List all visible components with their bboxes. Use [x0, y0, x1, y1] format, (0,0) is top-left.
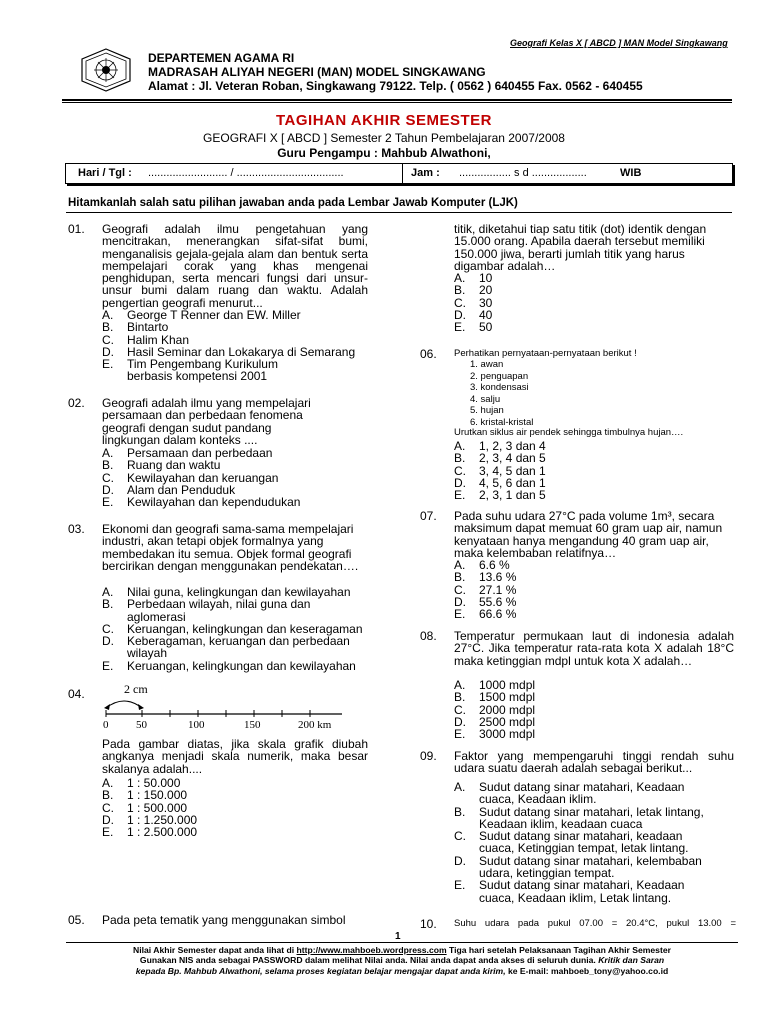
option-d[interactable]: D. 1 : 1.250.000: [102, 812, 198, 827]
option-a[interactable]: A. 1, 2, 3 dan 4: [454, 439, 546, 453]
ministry-emblem-icon: [80, 48, 132, 92]
question-number: 04.: [68, 687, 85, 701]
instruction: Hitamkanlah salah satu pilihan jawaban anda pada Lembar Jawab Komputer (LJK): [68, 197, 518, 209]
header-school: MADRASAH ALIYAH NEGERI (MAN) MODEL SINGKAWANG: [148, 65, 486, 79]
time-field[interactable]: ................. s d ..................: [459, 167, 587, 179]
question-text: Suhu udara pada pukul 07.00 = 20.4°C, pukul 13.00 =: [454, 918, 736, 929]
option-a[interactable]: A. 1000 mdpl: [454, 678, 536, 692]
option-b[interactable]: B. 1500 mdpl: [454, 690, 536, 705]
list-item: 2. penguapan: [470, 370, 529, 382]
option-c[interactable]: C. 2000 mdpl: [454, 702, 536, 717]
option-c[interactable]: C. 27.1 %: [454, 582, 517, 597]
question-text: Pada gambar diatas, jika skala grafik diubah angkanya menjadi skala numerik, maka besar skalanya adalah....: [102, 737, 368, 776]
option-a[interactable]: A. 6.6 %: [454, 558, 510, 572]
option-d[interactable]: D. 40: [454, 307, 493, 322]
option-c[interactable]: C. 1 : 500.000: [102, 800, 188, 815]
teacher-name: Guru Pengampu : Mahbub Alwathoni,: [277, 146, 491, 160]
time-zone: WIB: [620, 167, 642, 179]
option-a[interactable]: A. Persamaan dan perbedaan: [102, 446, 273, 460]
option-e[interactable]: E. 50: [454, 320, 493, 335]
option-a[interactable]: A. Nilai guna, kelingkungan dan kewilayahan: [102, 585, 351, 599]
header-divider: [62, 99, 732, 101]
option-d[interactable]: D. Alam dan Penduduk: [102, 482, 236, 497]
option-b[interactable]: B. 20: [454, 283, 493, 298]
scale-tick-100: 100: [188, 719, 205, 731]
option-c[interactable]: C. Keruangan, kelingkungan dan keseragaman: [102, 621, 363, 636]
water-cycle-list: [470, 359, 533, 428]
option-e[interactable]: E. Tim Pengembang Kurikulum berbasis kompetensi 2001: [102, 357, 278, 384]
option-a[interactable]: A. 1 : 50.000: [102, 776, 181, 790]
question-prompt: Urutkan siklus air pendek sehingga timbulnya hujan….: [454, 427, 684, 438]
header-divider-thin: [62, 102, 732, 103]
option-e[interactable]: E. 2, 3, 1 dan 5: [454, 488, 546, 503]
scale-tick-150: 150: [244, 719, 261, 731]
option-b[interactable]: B. 1 : 150.000: [102, 788, 188, 803]
time-label: Jam :: [411, 167, 440, 179]
list-item: 6. kristal-kristal: [470, 416, 534, 428]
option-d[interactable]: D. 55.6 %: [454, 594, 517, 609]
option-e[interactable]: E. Keruangan, kelingkungan dan kewilayahan: [102, 658, 356, 673]
question-text: Geografi adalah ilmu yang mempelajari persamaan dan perbedaan fenomena geografi dengan sudut pandang lingkungan dalam konteks ....: [102, 396, 311, 447]
option-d[interactable]: D. Hasil Seminar dan Lokakarya di Semarang: [102, 344, 356, 359]
list-item: 4. salju: [470, 393, 501, 405]
footer-divider: [66, 942, 738, 943]
scale-tick-200: 200 km: [298, 719, 332, 731]
question-text: titik, diketahui tiap satu titik (dot) identik dengan 15.000 orang. Apabila daerah tersebut memiliki 150.000 jiwa, berarti jumlah titik yang harus digambar adalah…: [454, 222, 707, 273]
scale-tick-0: 0: [103, 719, 109, 731]
option-c[interactable]: C. 30: [454, 295, 493, 310]
header-department: DEPARTEMEN AGAMA RI: [148, 51, 295, 65]
list-item: 1. awan: [470, 359, 504, 370]
email-contact[interactable]: ke E-mail: mahboeb_tony@yahoo.co.id: [505, 965, 669, 976]
footer-note: Nilai Akhir Semester dapat anda lihat di http://www.mahboeb.wordpress.com Tiga hari setelah Pelaksanaan Tagihan Akhir Semester Gunakan NIS anda sebagai PASSWORD dalam melihat Nilai anda. Nilai anda dapat anda akses di seluruh dunia. Kritik dan Saran kepada Bp. Mahbub Alwathoni, selama proses kegiatan belajar mengajar dapat anda kirim, ke E-mail: mahboeb_tony@yahoo.co.id: [133, 945, 671, 976]
page-number: 1: [395, 931, 401, 942]
option-b[interactable]: B. Bintarto: [102, 320, 169, 335]
question-number: 01.: [68, 222, 85, 236]
header-address: Alamat : Jl. Veteran Roban, Singkawang 79122. Telp. ( 0562 ) 640455 Fax. 0562 - 640455: [148, 79, 643, 93]
option-c[interactable]: C. Sudut datang sinar matahari, keadaan cuaca, Ketinggian tempat, letak lintang.: [454, 829, 689, 856]
question-text: Ekonomi dan geografi sama-sama mempelajari industri, akan tetapi objek formalnya yang membedakan itu semua. Objek formal geografi bercirikan dengan menggunakan pendekatan….: [102, 522, 359, 573]
graphic-scale-figure: [102, 684, 372, 734]
option-e[interactable]: E. 1 : 2.500.000: [102, 825, 198, 840]
option-d[interactable]: D. 4, 5, 6 dan 1: [454, 475, 546, 490]
question-number: 07.: [420, 509, 437, 523]
question-number: 08.: [420, 629, 437, 643]
option-b[interactable]: B. Perbedaan wilayah, nilai guna dan aglomerasi: [102, 597, 311, 624]
option-e[interactable]: E. Sudut datang sinar matahari, Keadaan cuaca, Keadaan iklim, Letak lintang.: [454, 878, 685, 905]
date-time-box: [65, 163, 733, 184]
website-link[interactable]: http://www.mahboeb.wordpress.com: [296, 945, 447, 955]
question-text: Faktor yang mempengaruhi tinggi rendah suhu udara suatu daerah adalah sebagai berikut...: [454, 749, 734, 776]
document-reference: Geografi Kelas X [ ABCD ] MAN Model Singkawang: [510, 38, 728, 48]
option-e[interactable]: E. Kewilayahan dan kependudukan: [102, 495, 301, 510]
option-d[interactable]: D. Keberagaman, keruangan dan perbedaan wilayah: [102, 634, 350, 661]
exam-subtitle: GEOGRAFI X [ ABCD ] Semester 2 Tahun Pembelajaran 2007/2008: [203, 131, 565, 145]
option-a[interactable]: A. Sudut datang sinar matahari, Keadaan cuaca, Keadaan iklim.: [454, 780, 685, 807]
option-e[interactable]: E. 66.6 %: [454, 607, 517, 622]
question-text: Pada peta tematik yang menggunakan simbol: [102, 913, 346, 927]
option-b[interactable]: B. Sudut datang sinar matahari, letak lintang, Keadaan iklim, keadaan cuaca: [454, 804, 704, 831]
option-b[interactable]: B. Ruang dan waktu: [102, 458, 221, 473]
list-item: 5. hujan: [470, 405, 504, 416]
scale-2cm-label: 2 cm: [124, 684, 148, 696]
question-number: 06.: [420, 347, 437, 361]
scale-tick-50: 50: [136, 719, 147, 731]
option-a[interactable]: A. 10: [454, 271, 493, 285]
question-number: 10.: [420, 917, 437, 931]
option-c[interactable]: C. 3, 4, 5 dan 1: [454, 463, 546, 478]
question-text: Geografi adalah ilmu pengetahuan yang mencitrakan, menerangkan sifat-sifat bumi, menganalisis gejala-gejala alam dan bentuk serta mempelajari corak yang khas mengenai penghidupan, serta mencari fungsi dari unsur-unsur bumi dalam ruang dan waktu. Adalah pengertian geografi menurut...: [102, 222, 368, 310]
exam-title: TAGIHAN AKHIR SEMESTER: [275, 112, 492, 129]
question-text: Pada suhu udara 27°C pada volume 1m³, secara maksimum dapat memuat 60 gram uap air, namun kenyataan hanya mengandung 40 gram uap air, maka kelembaban relatifnya…: [454, 509, 723, 560]
question-text: Perhatikan pernyataan-pernyataan berikut !: [454, 348, 637, 359]
instruction-divider: [66, 212, 732, 213]
option-e[interactable]: E. 3000 mdpl: [454, 727, 536, 742]
option-b[interactable]: B. 2, 3, 4 dan 5: [454, 451, 546, 466]
date-field[interactable]: .......................... / ...................................: [148, 167, 344, 179]
question-number: 09.: [420, 749, 437, 763]
list-item: 3. kondensasi: [470, 382, 529, 393]
option-a[interactable]: A. George T Renner dan EW. Miller: [102, 308, 301, 322]
question-number: 05.: [68, 913, 85, 927]
option-d[interactable]: D. Sudut datang sinar matahari, kelembaban udara, ketinggian tempat.: [454, 853, 702, 881]
question-text: Temperatur permukaan laut di indonesia adalah 27°C. Jika temperatur rata-rata kota X adalah 18°C maka ketinggian mdpl untuk kota X adalah…: [454, 629, 734, 668]
date-label: Hari / Tgl :: [78, 167, 132, 179]
question-number: 03.: [68, 522, 85, 536]
option-d[interactable]: D. 2500 mdpl: [454, 714, 536, 729]
question-number: 02.: [68, 396, 85, 410]
option-c[interactable]: C. Halim Khan: [102, 332, 190, 347]
option-b[interactable]: B. 13.6 %: [454, 570, 517, 585]
option-c[interactable]: C. Kewilayahan dan keruangan: [102, 470, 279, 485]
